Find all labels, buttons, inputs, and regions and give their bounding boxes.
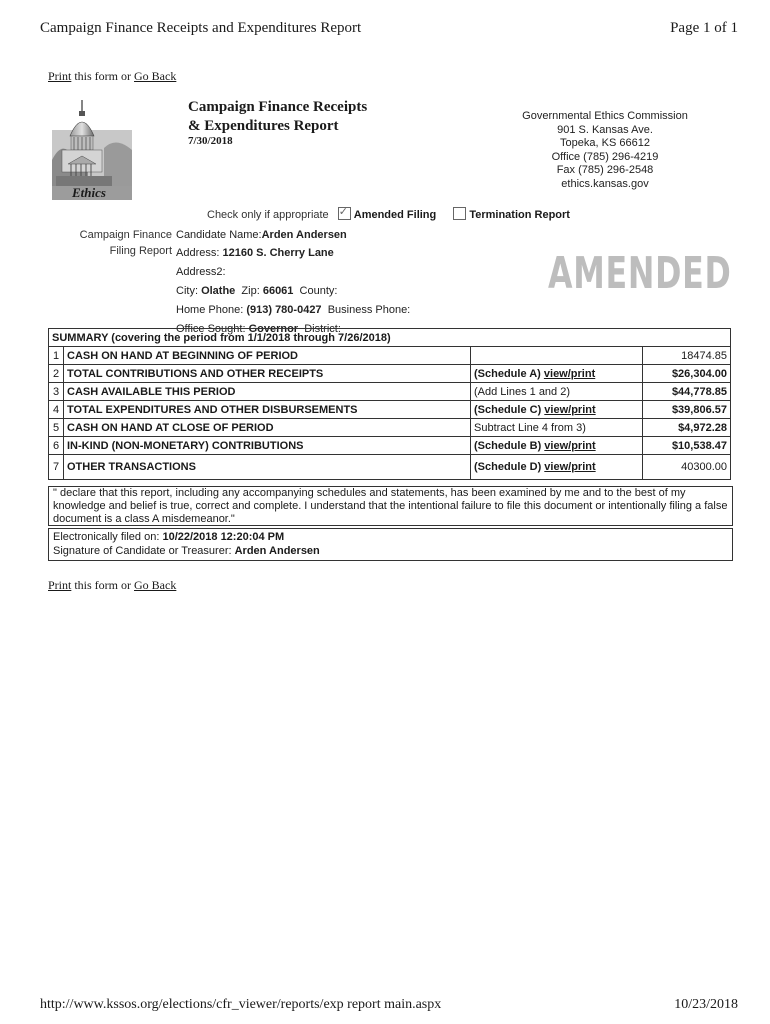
- row-schedule: [471, 455, 643, 480]
- filing-type-row: [207, 207, 570, 221]
- district-label: District:: [304, 323, 341, 335]
- row-amount: $4,972.28: [643, 419, 731, 437]
- efiled-label: Electronically filed on:: [53, 531, 160, 543]
- table-row: [49, 401, 731, 419]
- report-date: 7/30/2018: [188, 135, 233, 147]
- schedule-label: (Add Lines 1 and 2): [474, 385, 571, 398]
- declaration-text: " declare that this report, including any accompanying schedules and statements, has been examined by me and to the best of my knowledge and belief is true, correct and complete. I understand that the intentional failure to file this document or intentionally filing a false document is a class A misdemeanor.": [48, 486, 733, 526]
- table-row: [49, 347, 731, 365]
- table-row: [49, 383, 731, 401]
- county-label: County:: [299, 285, 338, 297]
- filing-report-label: [60, 227, 172, 259]
- zip-label: Zip:: [241, 285, 260, 297]
- row-number: 5: [49, 419, 64, 437]
- row-description: CASH AVAILABLE THIS PERIOD: [64, 383, 471, 401]
- print-nav-text: this form or: [71, 578, 135, 592]
- candidate-name-label: Candidate Name:: [176, 229, 262, 241]
- business-phone-label: Business Phone:: [327, 304, 411, 316]
- commission-street: 901 S. Kansas Ave.: [557, 123, 653, 136]
- row-amount: $10,538.47: [643, 437, 731, 455]
- termination-report-checkbox[interactable]: [453, 207, 466, 220]
- row-schedule: [471, 419, 643, 437]
- schedule-b-view-print-link[interactable]: view/print: [544, 439, 596, 452]
- print-nav-text: this form or: [71, 69, 135, 83]
- row-amount: 18474.85: [643, 347, 731, 365]
- row-description: IN-KIND (NON-MONETARY) CONTRIBUTIONS: [64, 437, 471, 455]
- row-schedule: [471, 347, 643, 365]
- candidate-name-row: [176, 227, 410, 244]
- row-number: 2: [49, 365, 64, 383]
- commission-name: Governmental Ethics Commission: [522, 110, 688, 122]
- schedule-label: (Schedule B): [474, 439, 545, 452]
- address-label: Address:: [176, 247, 220, 259]
- page-number: Page 1 of 1: [670, 20, 738, 36]
- print-nav-top: [48, 69, 176, 84]
- signer-name: Arden Andersen: [234, 545, 320, 557]
- amended-stamp: AMENDED: [548, 248, 732, 299]
- efiled-row: [53, 530, 728, 544]
- address2-row: [176, 263, 410, 282]
- commission-fax: Fax (785) 296-2548: [556, 164, 654, 176]
- filing-report-label-line2: Filing Report: [109, 245, 172, 257]
- row-schedule: [471, 383, 643, 401]
- commission-address: [500, 110, 710, 191]
- row-schedule: [471, 365, 643, 383]
- schedule-label: (Schedule A): [474, 367, 544, 380]
- address-row: [176, 244, 410, 263]
- schedule-label: Subtract Line 4 from 3): [474, 421, 586, 434]
- summary-heading-row: [49, 329, 731, 347]
- efiled-datetime: 10/22/2018 12:20:04 PM: [162, 531, 285, 543]
- schedule-label: (Schedule D): [474, 461, 545, 473]
- row-schedule: [471, 437, 643, 455]
- page-header-title: Campaign Finance Receipts and Expenditures Report: [40, 20, 362, 36]
- print-nav-bottom: [48, 578, 176, 593]
- row-amount: $44,778.85: [643, 383, 731, 401]
- footer-url: http://www.kssos.org/elections/cfr_viewer/reports/exp report main.aspx: [40, 997, 442, 1012]
- office-sought-value: Governor: [248, 323, 299, 335]
- table-row: [49, 455, 731, 480]
- phone-row: [176, 301, 410, 320]
- amended-filing-label: Amended Filing: [353, 209, 437, 221]
- home-phone-value: (913) 780-0427: [246, 304, 322, 316]
- commission-website: ethics.kansas.gov: [561, 177, 649, 190]
- city-label: City:: [176, 285, 198, 297]
- table-row: [49, 419, 731, 437]
- row-amount: $26,304.00: [643, 365, 731, 383]
- address2-label: Address2:: [176, 266, 226, 278]
- row-schedule: [471, 401, 643, 419]
- check-instruction: Check only if appropriate: [207, 209, 329, 221]
- summary-table: [48, 328, 731, 480]
- candidate-name: Arden Andersen: [261, 229, 347, 241]
- table-row: [49, 365, 731, 383]
- office-sought-label: Office Sought:: [176, 323, 246, 335]
- row-description: TOTAL EXPENDITURES AND OTHER DISBURSEMENTS: [64, 401, 471, 419]
- schedule-d-view-print-link[interactable]: view/print: [544, 461, 596, 473]
- print-link[interactable]: Print: [48, 578, 72, 592]
- home-phone-label: Home Phone:: [176, 304, 244, 316]
- zip-value: 66061: [262, 285, 294, 297]
- summary-heading: SUMMARY (covering the period from 1/1/2018 through 7/26/2018): [49, 329, 731, 347]
- row-amount: $39,806.57: [643, 401, 731, 419]
- go-back-link[interactable]: Go Back: [134, 578, 177, 592]
- commission-city: Topeka, KS 66612: [560, 137, 650, 149]
- row-description: CASH ON HAND AT CLOSE OF PERIOD: [64, 419, 471, 437]
- row-number: 7: [49, 455, 64, 480]
- print-link[interactable]: Print: [48, 69, 72, 83]
- footer-date: 10/23/2018: [674, 997, 738, 1012]
- filing-report-label-line1: Campaign Finance: [79, 229, 172, 241]
- row-description: CASH ON HAND AT BEGINNING OF PERIOD: [64, 347, 471, 365]
- electronic-filing-box: [48, 528, 733, 561]
- termination-report-label: Termination Report: [469, 209, 570, 221]
- report-title-line1: Campaign Finance Receipts: [188, 99, 368, 115]
- logo-caption: Ethics: [72, 185, 106, 200]
- go-back-link[interactable]: Go Back: [134, 69, 177, 83]
- city-row: [176, 282, 410, 301]
- row-amount: 40300.00: [643, 455, 731, 480]
- signature-label: Signature of Candidate or Treasurer:: [53, 545, 232, 557]
- row-number: 1: [49, 347, 64, 365]
- signature-row: [53, 544, 728, 558]
- row-description: TOTAL CONTRIBUTIONS AND OTHER RECEIPTS: [64, 365, 471, 383]
- capitol-logo: [52, 100, 132, 200]
- table-row: [49, 437, 731, 455]
- row-number: 3: [49, 383, 64, 401]
- report-title-line2: & Expenditures Report: [188, 118, 339, 134]
- row-number: 4: [49, 401, 64, 419]
- row-number: 6: [49, 437, 64, 455]
- schedule-a-view-print-link[interactable]: view/print: [543, 367, 596, 380]
- candidate-info: [176, 227, 410, 339]
- city-value: Olathe: [201, 285, 236, 297]
- row-description: OTHER TRANSACTIONS: [64, 455, 471, 480]
- report-title: [188, 98, 367, 136]
- schedule-label: (Schedule C): [474, 403, 545, 416]
- schedule-c-view-print-link[interactable]: view/print: [544, 403, 596, 416]
- commission-office-phone: Office (785) 296-4219: [551, 150, 659, 163]
- amended-filing-checkbox[interactable]: [338, 207, 351, 220]
- address-value: 12160 S. Cherry Lane: [222, 247, 334, 259]
